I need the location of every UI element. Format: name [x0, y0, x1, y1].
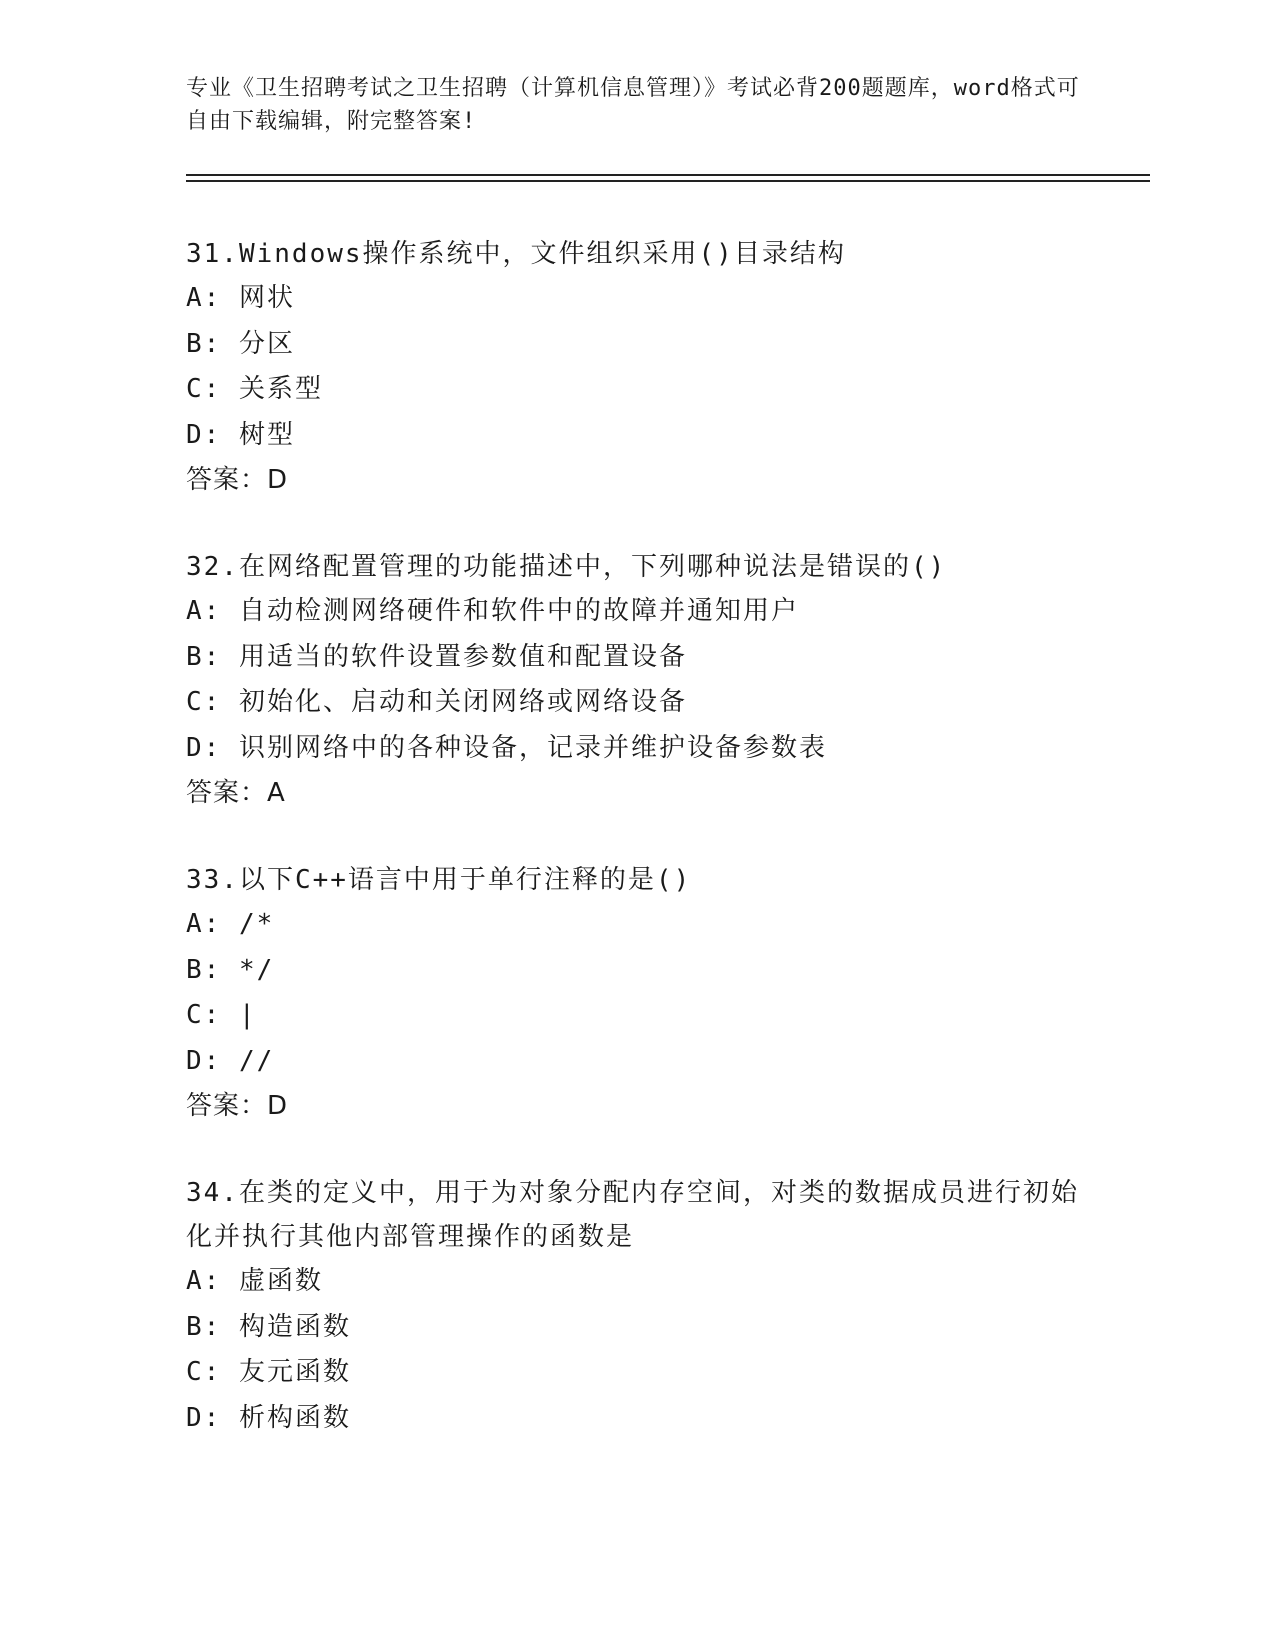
question-stem: 31.Windows操作系统中，文件组织采用()目录结构: [186, 239, 846, 269]
option-b: B: 分区: [186, 328, 295, 359]
question-stem: 33.以下C++语言中用于单行注释的是(): [186, 865, 692, 895]
answer-line: 答案：A: [186, 778, 286, 808]
question-32: [186, 545, 1086, 816]
option-b: B: 用适当的软件设置参数值和配置设备: [186, 641, 687, 672]
option-c: C: 友元函数: [186, 1357, 351, 1387]
question-31: [186, 232, 1086, 503]
question-stem: 32.在网络配置管理的功能描述中，下列哪种说法是错误的(): [186, 552, 947, 582]
option-c: C: 关系型: [186, 374, 323, 404]
option-d: D: 识别网络中的各种设备，记录并维护设备参数表: [186, 732, 827, 763]
answer-line: 答案：D: [186, 1091, 289, 1121]
option-a: A: 网状: [186, 283, 295, 313]
header-rule-bottom: [186, 180, 1150, 182]
question-33: [186, 858, 1086, 1129]
option-a: A: 虚函数: [186, 1266, 323, 1296]
question-34: [186, 1171, 1086, 1441]
option-b: B: 构造函数: [186, 1311, 351, 1342]
answer-line: 答案：D: [186, 465, 289, 495]
option-d: D: 树型: [186, 419, 295, 450]
option-a: A: 自动检测网络硬件和软件中的故障并通知用户: [186, 596, 799, 626]
header-rule-top: [186, 174, 1150, 176]
option-d: D: 析构函数: [186, 1402, 351, 1433]
question-stem: 34.在类的定义中，用于为对象分配内存空间，对类的数据成员进行初始化并执行其他内部管理操作的函数是: [186, 1178, 1079, 1252]
question-list: [186, 232, 1086, 1483]
document-intro: 专业《卫生招聘考试之卫生招聘（计算机信息管理）》考试必背200题题库，word格式可自由下载编辑，附完整答案!: [186, 76, 1080, 134]
option-b: B: */: [186, 954, 275, 985]
option-c: C: |: [186, 1000, 257, 1030]
option-d: D: //: [186, 1045, 275, 1076]
option-a: A: /*: [186, 909, 275, 939]
option-c: C: 初始化、启动和关闭网络或网络设备: [186, 687, 687, 717]
